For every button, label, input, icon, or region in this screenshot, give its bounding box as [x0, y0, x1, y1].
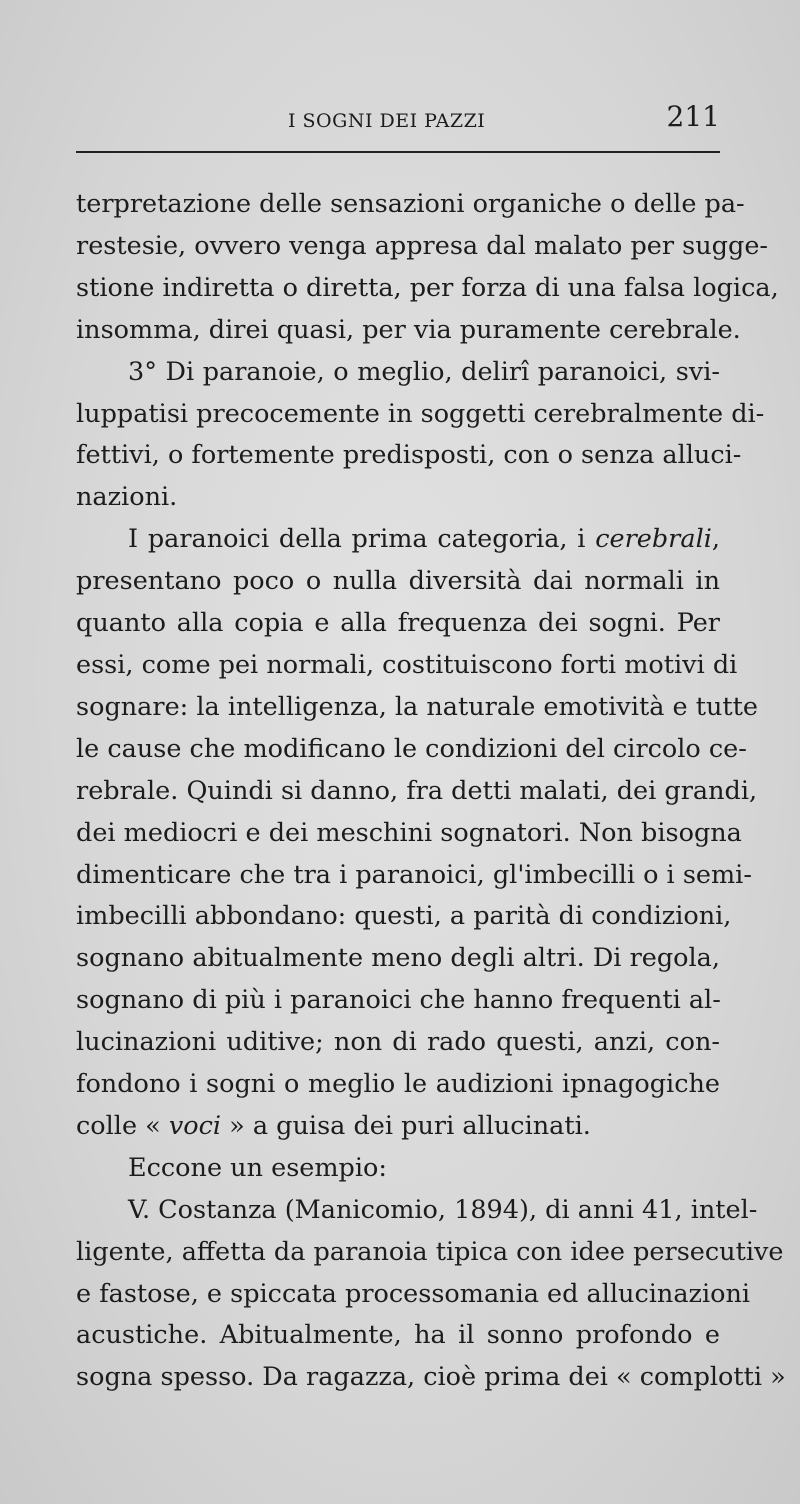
text-segment: colle «	[76, 1110, 169, 1141]
text-line: sognano di più i paranoici che hanno frequenti al-	[76, 985, 721, 1016]
text-line: sogna spesso. Da ragazza, cioè prima dei « complotti »	[76, 1362, 786, 1393]
text-line: dei mediocri e dei meschini sognatori. Non bisogna	[76, 817, 742, 848]
text-line: imbecilli abbondano: questi, a parità di condizioni,	[76, 901, 732, 932]
text-line: V. Costanza (Manicomio, 1894), di anni 41, intel-	[128, 1194, 758, 1225]
header-rule	[76, 151, 720, 153]
text-line-mixed	[76, 519, 720, 561]
italic-term: voci	[168, 1110, 222, 1141]
text-line: acustiche. Abitualmente, ha il sonno profondo e	[76, 1320, 720, 1351]
text-line: luppatisi precocemente in soggetti cerebralmente di-	[76, 398, 765, 429]
text-line: essi, come pei normali, costituiscono forti motivi di	[76, 649, 738, 680]
text-line: dimenticare che tra i paranoici, gl'imbecilli o i semi-	[76, 859, 752, 890]
text-line: le cause che modificano le condizioni del circolo ce-	[76, 733, 747, 764]
text-line: 3° Di paranoie, o meglio, delirî paranoici, svi-	[128, 356, 720, 387]
text-line: presentano poco o nulla diversità dai normali in	[76, 566, 720, 597]
text-line: restesie, ovvero venga appresa dal malato per sugge-	[76, 230, 769, 261]
text-line: lucinazioni uditive; non di rado questi, anzi, con-	[76, 1027, 720, 1058]
body-text	[76, 184, 786, 1399]
text-line: e fastose, e spiccata processomania ed allucinazioni	[76, 1278, 751, 1309]
text-line: fettivi, o fortemente predisposti, con o senza alluci-	[76, 440, 742, 471]
text-segment: ,	[711, 524, 720, 555]
text-line-mixed	[76, 1106, 720, 1148]
text-line: sognano abitualmente meno degli altri. Di regola,	[76, 943, 720, 974]
running-head	[76, 96, 720, 144]
text-line: ligente, affetta da paranoia tipica con idee persecutive	[76, 1236, 784, 1267]
text-line: sognare: la intelligenza, la naturale emotività e tutte	[76, 691, 759, 722]
text-line: stione indiretta o diretta, per forza di una falsa logica,	[76, 272, 779, 303]
text-line: terpretazione delle sensazioni organiche o delle pa-	[76, 189, 745, 219]
italic-term: cerebrali	[595, 524, 712, 555]
text-line: fondono i sogni o meglio le audizioni ipnagogiche	[76, 1069, 720, 1100]
text-segment: I paranoici della prima categoria, i	[128, 524, 596, 555]
text-line: quanto alla copia e alla frequenza dei sogni. Per	[76, 608, 720, 639]
text-segment: » a guisa dei puri allucinati.	[221, 1110, 591, 1141]
text-line: nazioni.	[76, 482, 178, 513]
text-line: rebrale. Quindi si danno, fra detti malati, dei grandi,	[76, 775, 758, 806]
page-number: 211	[666, 100, 720, 133]
text-line: Eccone un esempio:	[128, 1152, 387, 1183]
text-line: insomma, direi quasi, per via puramente cerebrale.	[76, 314, 741, 345]
running-title: I SOGNI DEI PAZZI	[288, 110, 486, 132]
